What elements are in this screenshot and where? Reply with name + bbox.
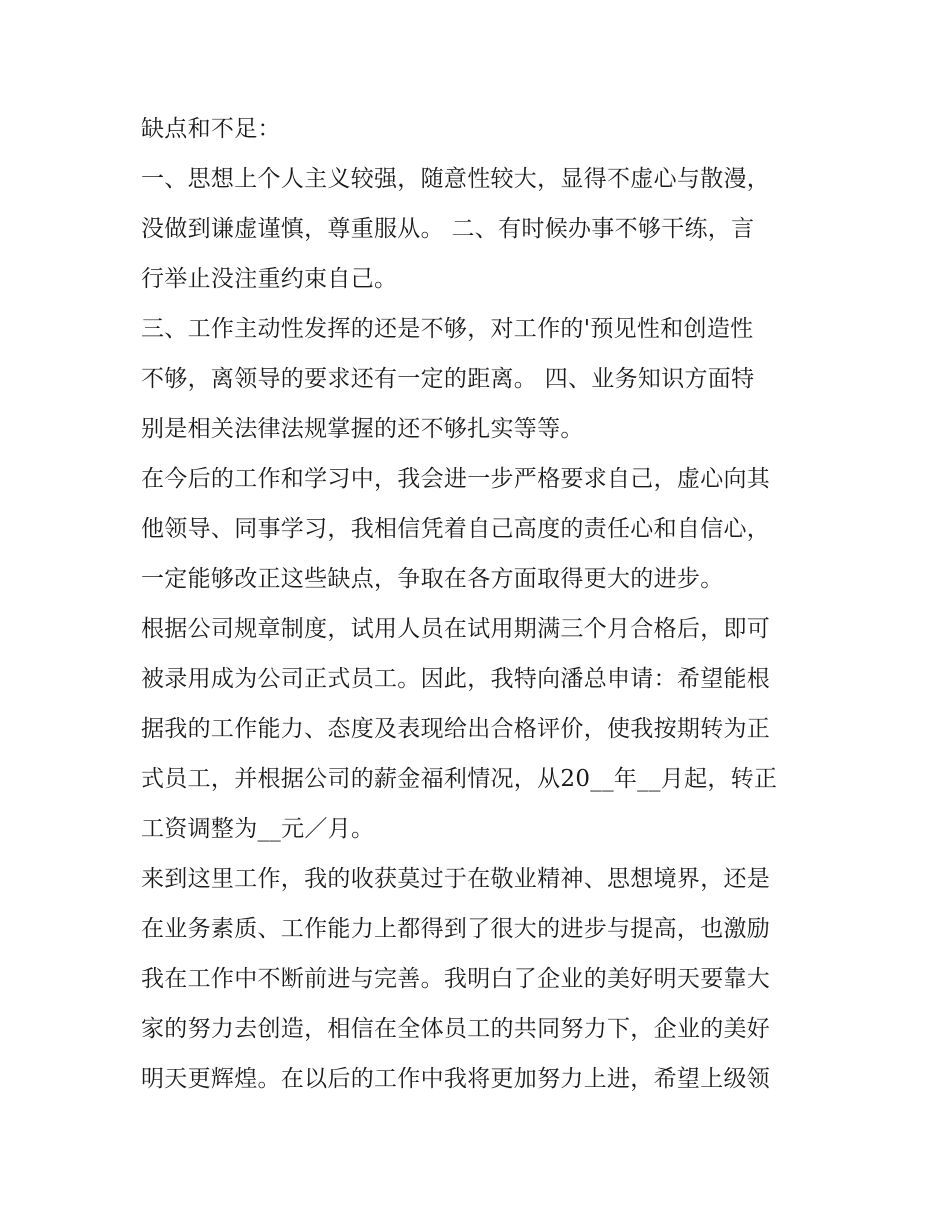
text-line: 缺点和不足： bbox=[141, 116, 281, 142]
text-line: 行举止没注重约束自己。 bbox=[141, 266, 398, 292]
text-line: 我在工作中不断前进与完善。我明白了企业的美好明天要靠大 bbox=[141, 966, 771, 992]
text-line: 一、思想上个人主义较强，随意性较大，显得不虚心与散漫， bbox=[141, 166, 771, 192]
text-line: 据我的工作能力、态度及表现给出合格评价，使我按期转为正 bbox=[141, 716, 771, 742]
text-line: 被录用成为公司正式员工。因此，我特向潘总申请：希望能根 bbox=[141, 666, 771, 692]
text-line: 明天更辉煌。在以后的工作中我将更加努力上进，希望上级领 bbox=[141, 1066, 771, 1092]
document-body bbox=[141, 104, 821, 1104]
text-line: 在业务素质、工作能力上都得到了很大的进步与提高，也激励 bbox=[141, 916, 771, 942]
text-line: 在今后的工作和学习中，我会进一步严格要求自己，虚心向其 bbox=[141, 466, 771, 492]
text-line: 式员工，并根据公司的薪金福利情况，从20__年__月起，转正 bbox=[141, 766, 778, 792]
text-line: 一定能够改正这些缺点，争取在各方面取得更大的进步。 bbox=[141, 566, 724, 592]
text-line: 家的努力去创造，相信在全体员工的共同努力下，企业的美好 bbox=[141, 1016, 771, 1042]
text-line: 来到这里工作，我的收获莫过于在敬业精神、思想境界，还是 bbox=[141, 866, 771, 892]
text-line: 他领导、同事学习，我相信凭着自己高度的责任心和自信心， bbox=[141, 516, 771, 542]
text-line: 没做到谦虚谨慎，尊重服从。 二、有时候办事不够干练，言 bbox=[141, 216, 755, 242]
text-line: 根据公司规章制度，试用人员在试用期满三个月合格后，即可 bbox=[141, 616, 771, 642]
text-line: 三、工作主动性发挥的还是不够，对工作的'预见性和创造性 bbox=[141, 316, 754, 342]
text-line: 工资调整为__元／月。 bbox=[141, 816, 375, 842]
text-line: 不够，离领导的要求还有一定的距离。 四、业务知识方面特 bbox=[141, 366, 755, 392]
text-line: 别是相关法律法规掌握的还不够扎实等等。 bbox=[141, 416, 584, 442]
